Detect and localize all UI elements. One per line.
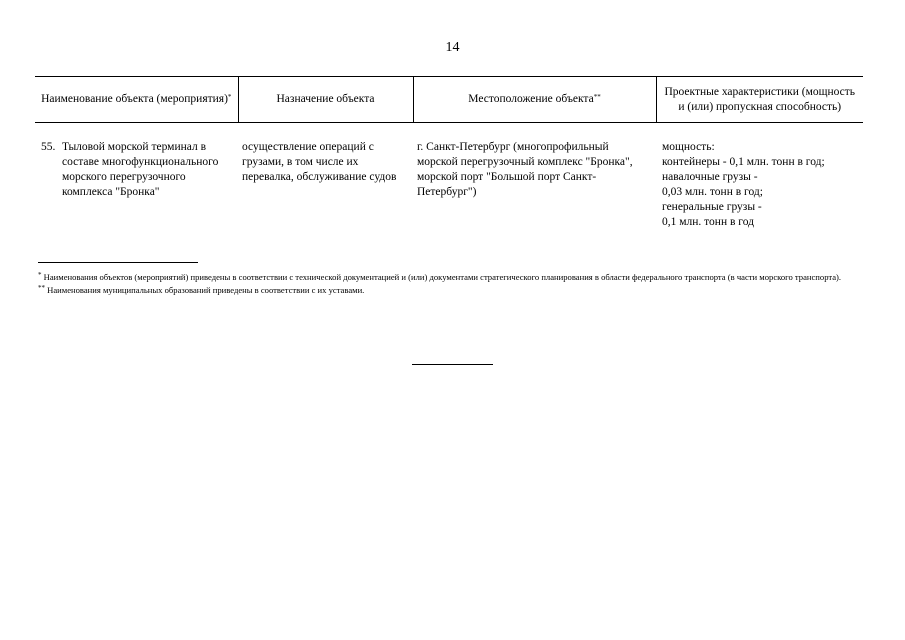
page-number: 14 bbox=[445, 40, 460, 55]
header-purpose: Назначение объекта bbox=[238, 77, 413, 123]
characteristic-line: контейнеры - 0,1 млн. тонн в год; bbox=[662, 156, 825, 168]
header-location bbox=[413, 77, 656, 123]
row-number: 55. bbox=[41, 141, 56, 153]
cell-object-name bbox=[35, 123, 238, 231]
footnote-separator bbox=[38, 262, 198, 263]
header-object-name bbox=[35, 77, 238, 123]
cell-characteristics bbox=[656, 123, 863, 231]
objects-table bbox=[35, 76, 863, 230]
cell-purpose: осуществление операций с грузами, в том числе их перевалка, обслуживание судов bbox=[242, 141, 397, 183]
characteristic-line: мощность: bbox=[662, 141, 715, 153]
header-object-name-text: Наименование объекта (мероприятия) bbox=[41, 93, 228, 105]
header-characteristics: Проектные характеристики (мощность и (или) пропускная способность) bbox=[656, 77, 863, 123]
table-row bbox=[35, 123, 863, 231]
footnote-2-mark: ** bbox=[38, 284, 45, 292]
footnote-mark-1: * bbox=[227, 93, 232, 101]
table-header-row bbox=[35, 77, 863, 123]
characteristic-line: генеральные грузы - bbox=[662, 201, 762, 213]
cell-location: г. Санкт-Петербург (многопрофильный морской перегрузочный комплекс "Бронка", морской порт "Большой порт Санкт-Петербург") bbox=[417, 141, 633, 198]
footnote-2-text: Наименования муниципальных образований приведены в соответствии с их уставами. bbox=[47, 285, 365, 295]
footnote-1-text: Наименования объектов (мероприятий) приведены в соответствии с технической документацией и (или) документами стратегического планирования в области федерального транспорта (в части морского транспорта). bbox=[43, 272, 842, 282]
footnotes bbox=[38, 271, 868, 297]
characteristic-line: 0,1 млн. тонн в год bbox=[662, 216, 754, 228]
footnote-mark-2: ** bbox=[593, 93, 601, 101]
object-name: Тыловой морской терминал в составе многофункционального морского перегрузочного комплекса "Бронка" bbox=[62, 141, 219, 198]
characteristic-line: 0,03 млн. тонн в год; bbox=[662, 186, 763, 198]
header-location-text: Местоположение объекта bbox=[468, 93, 594, 105]
footnote-1 bbox=[38, 271, 868, 284]
characteristic-line: навалочные грузы - bbox=[662, 171, 758, 183]
footnote-1-mark: * bbox=[38, 271, 42, 279]
end-of-document-rule bbox=[412, 364, 493, 365]
footnote-2 bbox=[38, 284, 868, 297]
